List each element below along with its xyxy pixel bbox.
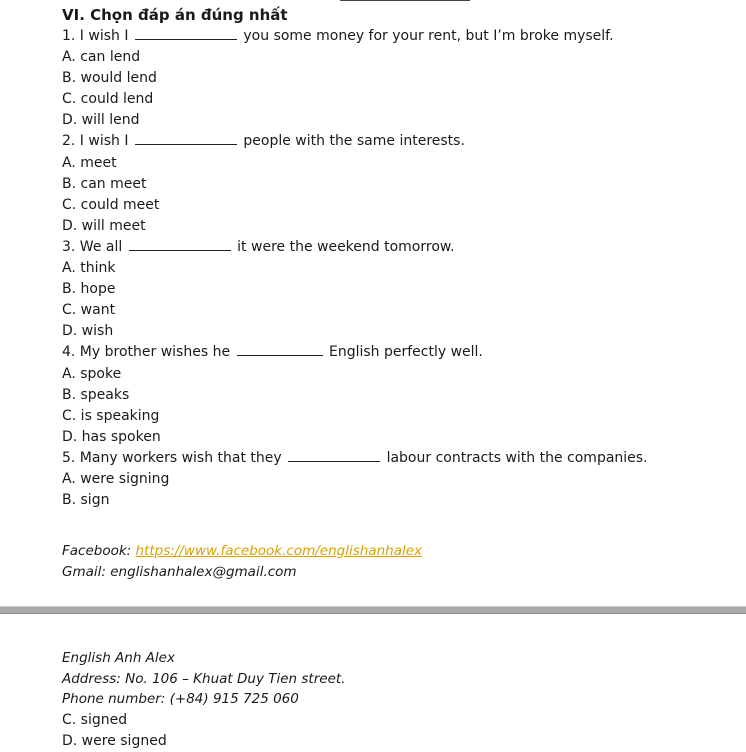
option: C. could lend <box>62 91 154 108</box>
option: B. hope <box>62 281 116 298</box>
answer-blank <box>237 343 323 356</box>
question-1 <box>62 26 742 131</box>
option: B. can meet <box>62 175 147 192</box>
option: C. signed <box>62 711 128 728</box>
question-5 <box>62 448 742 511</box>
option: D. wish <box>62 323 114 340</box>
question-stem <box>62 448 742 469</box>
stem-after: you some money for your rent, but I’m broke myself. <box>243 28 614 44</box>
answer-blank <box>129 238 231 251</box>
answer-blank <box>135 132 237 145</box>
option: C. is speaking <box>62 407 160 424</box>
stem-before: 2. I wish I <box>62 133 129 150</box>
facebook-label: Facebook: <box>62 543 132 559</box>
option: C. want <box>62 302 116 319</box>
option: D. has spoken <box>62 428 161 445</box>
option: D. will meet <box>62 217 146 234</box>
page-2-content <box>62 648 742 752</box>
facebook-line <box>62 541 422 562</box>
option: A. meet <box>62 154 117 171</box>
answer-blank <box>135 27 237 40</box>
header-name: English Anh Alex <box>62 650 175 666</box>
option: D. were signed <box>62 732 167 749</box>
question-stem <box>62 342 742 363</box>
stem-before: 3. We all <box>62 238 123 255</box>
header-address: Address: No. 106 – Khuat Duy Tien street. <box>62 670 346 687</box>
previous-blank-fragment <box>340 0 470 3</box>
stem-before: 5. Many workers wish that they <box>62 449 282 466</box>
page-footer <box>62 541 422 582</box>
question-3 <box>62 237 742 342</box>
facebook-link[interactable]: https://www.facebook.com/englishanhalex <box>135 543 423 559</box>
stem-before: 1. I wish I <box>62 28 129 44</box>
stem-after: English perfectly well. <box>328 344 483 361</box>
option: B. would lend <box>62 70 157 87</box>
answer-blank <box>288 449 380 462</box>
question-stem <box>62 26 742 47</box>
option: D. will lend <box>62 112 140 129</box>
stem-after: people with the same interests. <box>243 133 465 150</box>
option: B. speaks <box>62 386 130 403</box>
option: A. spoke <box>62 365 122 382</box>
stem-before: 4. My brother wishes he <box>62 344 231 361</box>
option: A. think <box>62 260 116 277</box>
section-title: VI. Chọn đáp án đúng nhất <box>62 6 288 24</box>
option: A. were signing <box>62 470 170 487</box>
option: B. sign <box>62 492 110 509</box>
header-phone: Phone number: (+84) 915 725 060 <box>62 691 299 707</box>
stem-after: it were the weekend tomorrow. <box>237 238 455 255</box>
stem-after: labour contracts with the companies. <box>386 449 648 466</box>
question-4 <box>62 342 742 447</box>
question-stem <box>62 237 742 258</box>
page-1-content <box>62 4 742 511</box>
gmail-line: Gmail: englishanhalex@gmail.com <box>62 563 297 580</box>
option: C. could meet <box>62 196 160 213</box>
question-stem <box>62 131 742 152</box>
option: A. can lend <box>62 49 141 66</box>
page-break-divider <box>0 606 746 614</box>
question-2 <box>62 131 742 236</box>
